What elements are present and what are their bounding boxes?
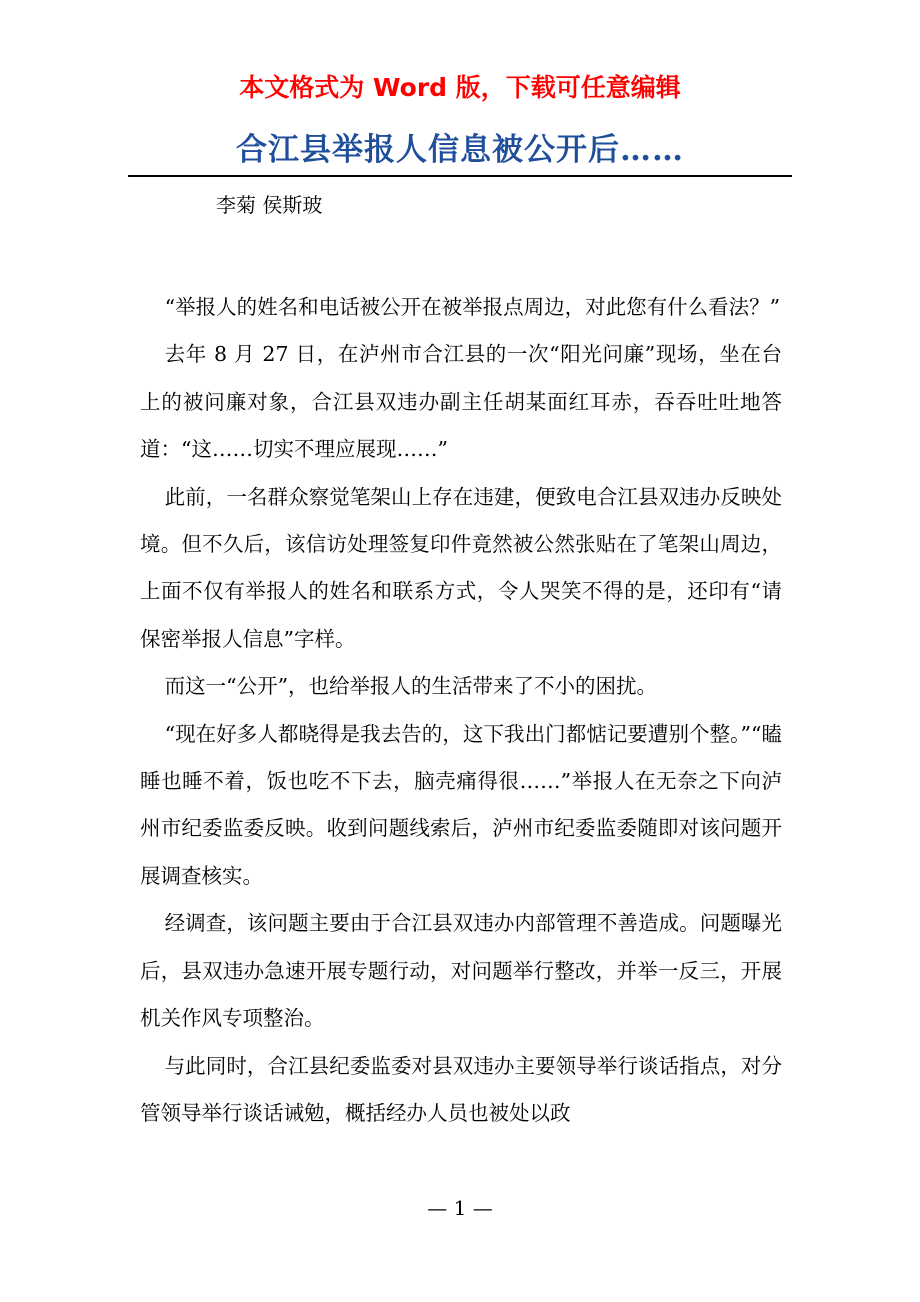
page-number: — 1 — (427, 1196, 493, 1220)
title-divider (128, 175, 792, 177)
paragraph: 此前，一名群众察觉笔架山上存在违建，便致电合江县双违办反映处境。但不久后，该信访处理签复印件竟然被公然张贴在了笔架山周边，上面不仅有举报人的姓名和联系方式，令人哭笑不得的是，还印有“请保密举报人信息”字样。 (140, 484, 782, 651)
paragraph: 去年 8 月 27 日，在泸州市合江县的一次“阳光问廉”现场，坐在台上的被问廉对象，合江县双违办副主任胡某面红耳赤，吞吞吐吐地答道：“这……切实不理应展现……” (140, 342, 782, 462)
paragraph: “举报人的姓名和电话被公开在被举报点周边，对此您有什么看法？” (164, 295, 781, 319)
article-title: 合江县举报人信息被公开后…… (236, 132, 684, 168)
article-authors: 李菊 侯斯玻 (216, 193, 323, 217)
paragraph: 而这一“公开”，也给举报人的生活带来了不小的困扰。 (164, 674, 658, 699)
paragraph: “现在好多人都晓得是我去告的，这下我出门都惦记要遭别个整。”“瞌睡也睡不着，饭也吃不下去，脑壳痛得很……”举报人在无奈之下向泸州市纪委监委反映。收到问题线索后，泸州市纪委监委随即对该问题开展调查核实。 (140, 721, 782, 888)
document-banner: 本文格式为 Word 版，下载可任意编辑 (239, 73, 681, 102)
article-body (140, 284, 782, 1137)
paragraph: 与此同时，合江县纪委监委对县双违办主要领导举行谈话指点，对分管领导举行谈话诫勉，概括经办人员也被处以政 (140, 1053, 782, 1125)
paragraph: 经调查，该问题主要由于合江县双违办内部管理不善造成。问题曝光后，县双违办急速开展专题行动，对问题举行整改，并举一反三，开展机关作风专项整治。 (140, 911, 782, 1031)
